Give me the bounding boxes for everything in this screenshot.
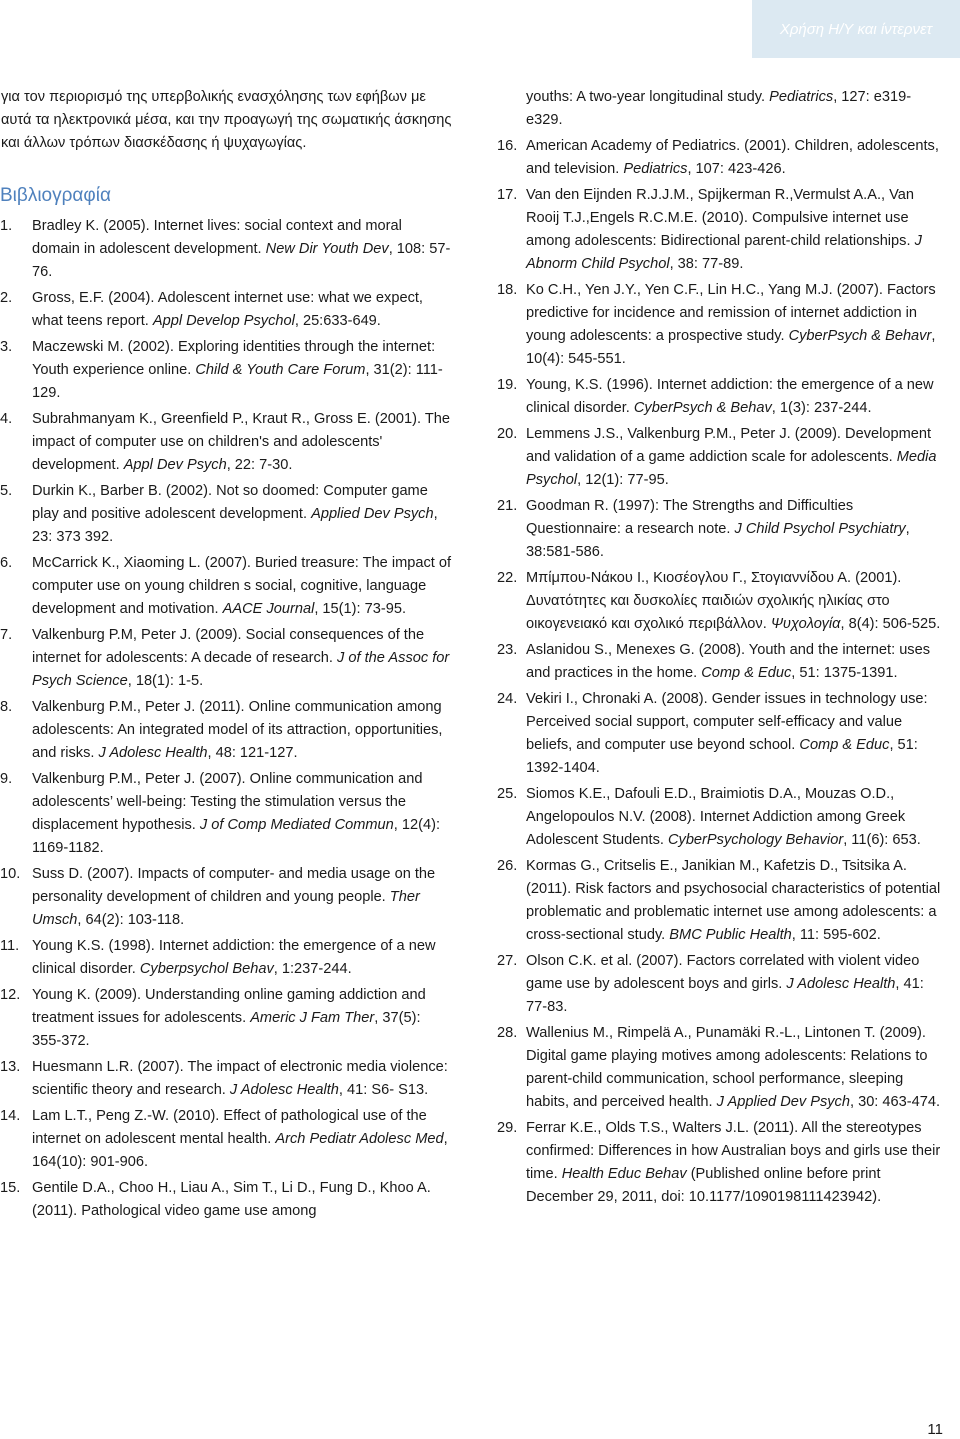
journal-name: New Dir Youth Dev	[265, 241, 389, 257]
reference-item	[497, 950, 943, 1019]
journal-name: CyberPsych & Behav	[633, 400, 772, 416]
reference-item	[0, 768, 452, 860]
reference-item	[497, 783, 943, 852]
reference-number: 4.	[0, 411, 13, 427]
journal-name: Americ J Fam Ther	[250, 1010, 375, 1026]
journal-name: CyberPsych & Behavr	[788, 328, 932, 344]
reference-number: 21.	[497, 498, 518, 514]
reference-text: Gentile D.A., Choo H., Liau A., Sim T., Li D., Fung D., Khoo A. (2011). Pathological video game use among	[32, 1180, 431, 1219]
reference-text: McCarrick K., Xiaoming L. (2007). Buried treasure: The impact of computer use on young children s social, cognitive, language development and motivation. AACE Journal, 15(1): 73-95.	[32, 555, 452, 617]
reference-number: 26.	[497, 858, 518, 874]
reference-text: Goodman R. (1997): The Strengths and Difficulties Questionnaire: a research note. J Child Psychol Psychiatry, 38:581-586.	[526, 498, 910, 560]
reference-number: 14.	[0, 1108, 21, 1124]
reference-text: Kormas G., Critselis E., Janikian M., Kafetzis D., Tsitsika A. (2011). Risk factors and psychosocial characteristics of potential problematic and problematic internet use among adolescents: a cross-sectional study. BMC Public Health, 11: 595-602.	[526, 858, 941, 943]
reference-item	[0, 984, 452, 1053]
reference-number: 1.	[0, 218, 13, 234]
reference-text: Lam L.T., Peng Z.-W. (2010). Effect of pathological use of the internet on adolescent mental health. Arch Pediatr Adolesc Med, 164(10): 901-906.	[32, 1108, 448, 1170]
reference-number: 11.	[0, 938, 20, 954]
reference-text: Huesmann L.R. (2007). The impact of electronic media violence: scientific theory and research. J Adolesc Health, 41: S6- S13.	[32, 1059, 448, 1098]
journal-name: Appl Dev Psych	[123, 457, 227, 473]
reference-item	[0, 1177, 452, 1223]
reference-number: 20.	[497, 426, 518, 442]
reference-text: Vekiri I., Chronaki A. (2008). Gender issues in technology use: Perceived social support, computer self-efficacy and value beliefs, and computer use beyond school. Comp & Educ, 51: 1392-1404.	[526, 691, 928, 776]
reference-number: 28.	[497, 1025, 518, 1041]
reference-item	[0, 935, 452, 981]
reference-number: 3.	[0, 339, 13, 355]
reference-number: 29.	[497, 1120, 518, 1136]
page-number: 11	[927, 1421, 943, 1438]
journal-name: Ψυχολογία	[770, 616, 841, 632]
right-column	[497, 86, 943, 1212]
reference-number: 9.	[0, 771, 13, 787]
reference-item	[497, 855, 943, 947]
reference-item	[0, 408, 452, 477]
reference-item	[497, 184, 943, 276]
reference-text: Young K.S. (1998). Internet addiction: the emergence of a new clinical disorder. Cyberpsychol Behav, 1:237-244.	[32, 938, 436, 977]
journal-name: Applied Dev Psych	[311, 506, 434, 522]
intro-paragraph: για τον περιορισμό της υπερβολικής ενασχόλησης των εφήβων με αυτά τα ηλεκτρονικά μέσα, και την προαγωγή της σωματικής άσκησης και άλλων τρόπων διασκέδασης ή ψυχαγωγίας.	[1, 89, 452, 151]
reference-text: Valkenburg P.M., Peter J. (2007). Online communication and adolescents’ well-being: Testing the stimulation versus the displacement hypothesis. J of Comp Mediated Commun, 12(4): 1169-1182.	[32, 771, 441, 856]
reference-text: Subrahmanyam K., Greenfield P., Kraut R., Gross E. (2001). The impact of computer use on children's and adolescents' development. Appl Dev Psych, 22: 7-30.	[32, 411, 451, 473]
reference-number: 7.	[0, 627, 13, 643]
journal-name: Comp & Educ	[799, 737, 890, 753]
reference-item	[0, 287, 452, 333]
journal-name: J Adolesc Health	[786, 976, 896, 992]
reference-number: 23.	[497, 642, 518, 658]
reference-number: 17.	[497, 187, 518, 203]
reference-text: Suss D. (2007). Impacts of computer- and media usage on the personality development of children and young people. Ther Umsch, 64(2): 103-118.	[32, 866, 436, 928]
reference-text: Gross, E.F. (2004). Adolescent internet use: what we expect, what teens report. Appl Develop Psychol, 25:633-649.	[32, 290, 423, 329]
journal-name: J of the Assoc for Psych Science	[32, 650, 450, 689]
reference-text: Bradley K. (2005). Internet lives: social context and moral domain in adolescent development. New Dir Youth Dev, 108: 57-76.	[32, 218, 451, 280]
reference-text: American Academy of Pediatrics. (2001). Children, adolescents, and television. Pediatrics, 107: 423-426.	[526, 138, 939, 177]
journal-name: Ther Umsch	[32, 889, 420, 928]
reference-item	[0, 624, 452, 693]
header-tab-label: Χρήση Η/Υ και ίντερνετ	[779, 20, 933, 38]
journal-name: Media Psychol	[526, 449, 937, 488]
journal-name: CyberPsychology Behavior	[667, 832, 844, 848]
reference-text: Μπίμπου-Νάκου Ι., Κιοσέογλου Γ., Στογιαννίδου Α. (2001). Δυνατότητες και δυσκολίες παιδιών σχολικής ηλικίας στο οικογενειακό και σχολικό περιβάλλον. Ψυχολογία, 8(4): 506-525.	[526, 570, 941, 632]
reference-text: Maczewski M. (2002). Exploring identities through the internet: Youth experience online. Child & Youth Care Forum, 31(2): 111-129.	[32, 339, 443, 401]
reference-item	[497, 1117, 943, 1209]
reference-text: Valkenburg P.M., Peter J. (2011). Online communication among adolescents: An integrated model of its attraction, opportunities, and risks. J Adolesc Health, 48: 121-127.	[32, 699, 443, 761]
reference-text: Lemmens J.S., Valkenburg P.M., Peter J. (2009). Development and validation of a game addiction scale for adolescents. Media Psychol, 12(1): 77-95.	[526, 426, 937, 488]
reference-number: 15.	[0, 1180, 21, 1196]
reference-item	[0, 1056, 452, 1102]
bibliography-heading: Βιβλιογραφία	[0, 185, 111, 206]
reference-number: 24.	[497, 691, 518, 707]
journal-name: AACE Journal	[222, 601, 315, 617]
reference-number: 6.	[0, 555, 13, 571]
reference-number: 12.	[0, 987, 21, 1003]
reference-number: 27.	[497, 953, 518, 969]
journal-name: J Applied Dev Psych	[716, 1094, 850, 1110]
reference-text: Siomos K.E., Dafouli E.D., Braimiotis D.A., Mouzas O.D., Angelopoulos N.V. (2008). Internet Addiction among Greek Adolescent Students. CyberPsychology Behavior, 11(6): 653.	[526, 786, 921, 848]
journal-name: Arch Pediatr Adolesc Med	[275, 1131, 444, 1147]
journal-name: J Adolesc Health	[229, 1082, 339, 1098]
reference-item	[497, 1022, 943, 1114]
reference-item	[497, 495, 943, 564]
reference-number: 16.	[497, 138, 518, 154]
reference-list-right	[497, 135, 943, 1209]
journal-name: Pediatrics	[623, 161, 688, 177]
reference-text: Wallenius M., Rimpelä A., Punamäki R.-L., Lintonen T. (2009). Digital game playing motives among adolescents: Relations to parent-child communication, school performance, sleeping habits, and perceived health. J Applied Dev Psych, 30: 463-474.	[526, 1025, 941, 1110]
journal-name: Health Educ Behav	[561, 1166, 687, 1182]
journal-name: Child & Youth Care Forum	[195, 362, 366, 378]
reference-number: 5.	[0, 483, 13, 499]
reference-number: 22.	[497, 570, 518, 586]
reference-text: Olson C.K. et al. (2007). Factors correlated with violent video game use by adolescent boys and girls. J Adolesc Health, 41: 77-83.	[526, 953, 924, 1015]
reference-number: 19.	[497, 377, 518, 393]
reference-item	[497, 567, 943, 636]
reference-item	[0, 552, 452, 621]
reference-text: Young, K.S. (1996). Internet addiction: the emergence of a new clinical disorder. CyberPsych & Behav, 1(3): 237-244.	[526, 377, 934, 416]
journal-name: J of Comp Mediated Commun	[199, 817, 394, 833]
reference-item	[497, 374, 943, 420]
reference-item	[497, 639, 943, 685]
journal-name: Comp & Educ	[701, 665, 792, 681]
reference-item	[0, 215, 452, 284]
left-column	[0, 86, 452, 1226]
reference-text: Valkenburg P.M, Peter J. (2009). Social consequences of the internet for adolescents: A decade of research. J of the Assoc for Psych Science, 18(1): 1-5.	[32, 627, 450, 689]
reference-text: Ferrar K.E., Olds T.S., Walters J.L. (2011). All the stereotypes confirmed: Differences in how Australian boys and girls use their time. Health Educ Behav (Published online before print December 29, 2011, doi: 10.1177/1090198111423942).	[526, 1120, 941, 1205]
reference-number: 13.	[0, 1059, 21, 1075]
journal-name: Appl Develop Psychol	[152, 313, 295, 329]
journal-name: J Abnorm Child Psychol	[526, 233, 922, 272]
reference-number: 25.	[497, 786, 518, 802]
header-section-tab	[752, 0, 960, 58]
reference-item	[0, 863, 452, 932]
reference-item	[497, 135, 943, 181]
reference-item	[0, 336, 452, 405]
reference-item	[0, 696, 452, 765]
reference-item	[0, 1105, 452, 1174]
reference-item	[0, 480, 452, 549]
reference-item	[497, 279, 943, 371]
reference-list-left	[0, 215, 452, 1223]
reference-item	[497, 423, 943, 492]
reference-text: Young K. (2009). Understanding online gaming addiction and treatment issues for adolescents. Americ J Fam Ther, 37(5): 355-372.	[32, 987, 426, 1049]
journal-name: J Adolesc Health	[98, 745, 208, 761]
reference-text: Ko C.H., Yen J.Y., Yen C.F., Lin H.C., Yang M.J. (2007). Factors predictive for incidence and remission of internet addiction in young adolescents: a prospective study. CyberPsych & Behavr, 10(4): 545-551.	[526, 282, 936, 367]
reference-number: 2.	[0, 290, 13, 306]
reference-text: Durkin K., Barber B. (2002). Not so doomed: Computer game play and positive adolescent development. Applied Dev Psych, 23: 373 392.	[32, 483, 438, 545]
journal-name: Cyberpsychol Behav	[139, 961, 274, 977]
reference-continuation: youths: A two-year longitudinal study. Pediatrics, 127: e319-e329.	[526, 89, 912, 128]
reference-number: 18.	[497, 282, 518, 298]
journal-name: BMC Public Health	[669, 927, 792, 943]
reference-text: Van den Eijnden R.J.J.M., Spijkerman R.,Vermulst A.A., Van Rooij T.J.,Engels R.C.M.E. (2010). Compulsive internet use among adolescents: Bidirectional parent-child relationships. J Abnorm Child Psychol, 38: 77-89.	[526, 187, 922, 272]
journal-name: Pediatrics	[769, 89, 834, 105]
reference-item	[497, 688, 943, 780]
journal-name: J Child Psychol Psychiatry	[734, 521, 906, 537]
reference-text: Aslanidou S., Menexes G. (2008). Youth and the internet: uses and practices in the home. Comp & Educ, 51: 1375-1391.	[526, 642, 931, 681]
reference-number: 10.	[0, 866, 21, 882]
reference-number: 8.	[0, 699, 13, 715]
